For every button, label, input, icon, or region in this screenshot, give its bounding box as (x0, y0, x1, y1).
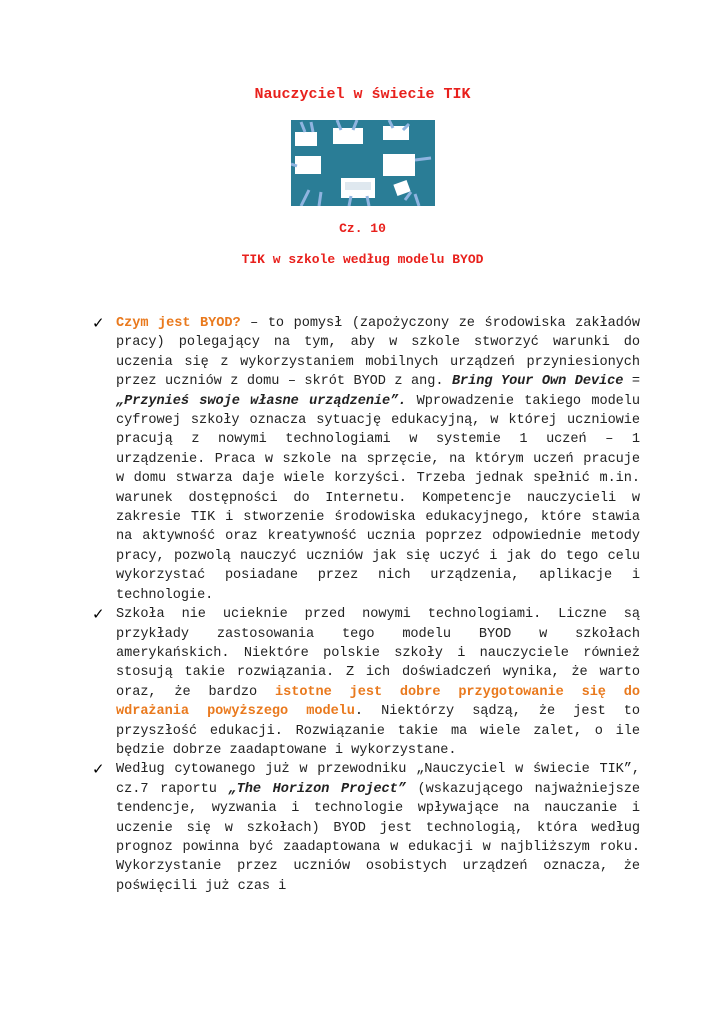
question-heading: Czym jest BYOD? (116, 316, 241, 331)
list-item (92, 314, 640, 605)
paragraph-text: . Niektórzy sądzą, że jest to przyszłość edukacji. Rozwiązanie takie ma wiele zalet, o ile będzie dobrze zaadaptowane i wykorzystane. (116, 704, 641, 758)
hands-with-devices-illustration (291, 120, 435, 206)
paragraph-text: Szkoła nie ucieknie przed nowymi technologiami. Liczne są przykłady zastosowania tego modelu BYOD w szkołach amerykańskich. Niektóre polskie szkoły i nauczyciele również stosują takie rozwiązania. Z ich doświadczeń wynika, że warto oraz, że bardzo (116, 607, 640, 700)
document-title: Nauczyciel w świecie TIK (254, 86, 471, 103)
paragraph-text: (wskazującego najważniejsze tendencje, wyzwania i technologie wpływające na nauczanie i uczenie się w szkołach) BYOD jest technologią, która według prognoz powinna być zaadaptowana w edukacji w najbliższym roku. Wykorzystanie przez uczniów osobistych urządzeń oznacza, że poświęcili już czas i (116, 781, 641, 894)
document-subtitle: TIK w szkole według modelu BYOD (241, 252, 484, 267)
emphasis-text: „Przynieś swoje własne urządzenie”. (116, 393, 407, 409)
checkmark-icon: ✓ (92, 314, 105, 332)
paragraph-text: = (623, 374, 640, 390)
paragraph-text: Według cytowanego już w przewodniku „Nauczyciel w świecie TIK”, cz.7 raportu (116, 762, 640, 797)
part-number: Cz. 10 (339, 221, 386, 236)
emphasis-text: Bring Your Own Device (451, 374, 624, 390)
bullet-list (92, 314, 640, 896)
emphasis-text: „The Horizon Project” (228, 781, 406, 797)
paragraph-text: – to pomysł (zapożyczony ze środowiska zakładów pracy) polegający na tym, aby w szkole stworzyć warunki do uczenia się z wykorzystaniem mobilnych urządzeń przyniesionych przez uczniów z domu – skrót BYOD z ang. (116, 316, 640, 390)
list-item (92, 760, 640, 896)
paragraph-text: Wprowadzenie takiego modelu cyfrowej szkoły oznacza sytuację edukacyjną, w której uczniowie pracują z nowymi technologiami w systemie 1 uczeń – 1 urządzenie. Praca w szkole na sprzęcie, na którym uczeń pracuje w domu stwarza daje wiele korzyści. Trzeba jednak spełnić m.in. warunek dostępności do Internetu. Kompetencje nauczycieli w zakresie TIK i stworzenie środowiska edukacyjnego, które stawia na aktywność oraz kreatywność ucznia poprzez odpowiednie metody pracy, pozwolą nauczyć uczniów jak się uczyć i jak do tego celu wykorzystać posiadane przez nich urządzenia, aplikacje i technologie. (116, 393, 640, 603)
checkmark-icon: ✓ (92, 605, 105, 624)
highlighted-text: istotne jest dobre przygotowanie się do wdrażania powyższego modelu (116, 684, 640, 720)
checkmark-icon: ✓ (92, 760, 105, 779)
list-item (92, 605, 640, 760)
